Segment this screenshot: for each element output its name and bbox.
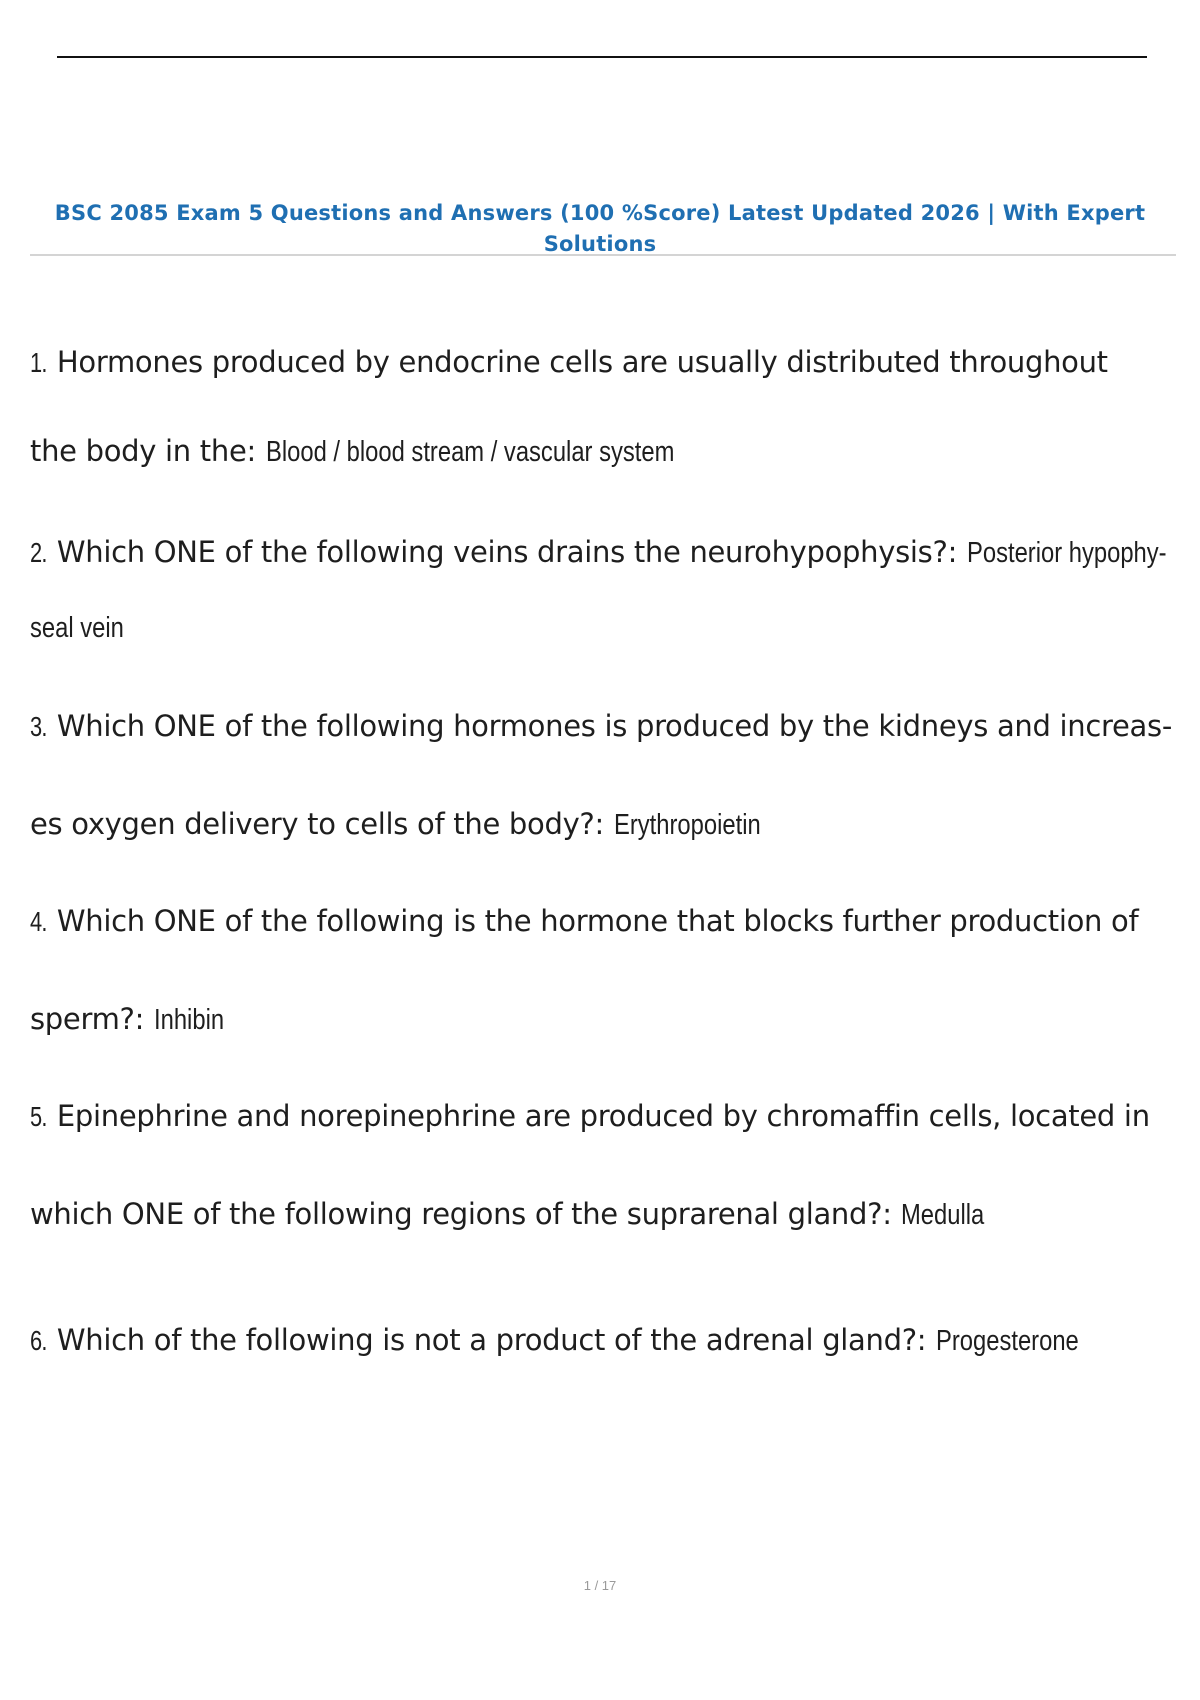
question-6-number: 6. — [30, 1325, 47, 1356]
question-2-answer: Posterior hypophy- — [966, 537, 1167, 569]
question-5-line-1 — [30, 1096, 1150, 1137]
question-6-line-1 — [30, 1320, 1110, 1361]
question-4-text-continued: sperm?: — [30, 1002, 145, 1036]
title-divider — [30, 254, 1176, 256]
question-5-answer: Medulla — [901, 1199, 985, 1231]
question-5-text-continued: which ONE of the following regions of the suprarenal gland?: — [30, 1197, 892, 1231]
question-1-line-2 — [30, 431, 764, 472]
question-2-text: Which ONE of the following veins drains the neurohypophysis?: — [56, 535, 958, 569]
question-2-answer-continued: seal vein — [30, 612, 124, 644]
question-5-number: 5. — [30, 1101, 47, 1132]
header-rule — [57, 56, 1147, 58]
document-title-line-2: Solutions — [543, 232, 657, 256]
question-6-answer: Progesterone — [935, 1325, 1079, 1357]
question-4-line-1 — [30, 901, 1138, 942]
question-4-number: 4. — [30, 906, 47, 937]
question-5-text: Epinephrine and norepinephrine are produced by chromaffin cells, located in — [56, 1099, 1150, 1133]
question-1-text-continued: the body in the: — [30, 434, 256, 468]
question-3-text: Which ONE of the following hormones is produced by the kidneys and increas- — [56, 709, 1172, 743]
document-title — [30, 198, 1170, 260]
question-3-text-continued: es oxygen delivery to cells of the body?: — [30, 807, 604, 841]
document-title-line-1: BSC 2085 Exam 5 Questions and Answers (100 %Score) Latest Updated 2026 | With Expert — [54, 201, 1146, 225]
question-2-line-1 — [30, 532, 1200, 573]
question-2-number: 2. — [30, 537, 47, 568]
question-4-text: Which ONE of the following is the hormone that blocks further production of — [56, 904, 1139, 938]
question-3-answer: Erythropoietin — [613, 809, 761, 841]
question-4-answer: Inhibin — [153, 1004, 224, 1036]
question-1-number: 1. — [30, 347, 47, 378]
question-1-answer: Blood / blood stream / vascular system — [265, 436, 674, 468]
question-1-text: Hormones produced by endocrine cells are usually distributed throughout — [56, 345, 1108, 379]
question-3-number: 3. — [30, 711, 47, 742]
question-4-line-2 — [30, 999, 239, 1040]
question-3-line-1 — [30, 706, 1172, 747]
question-6-text: Which of the following is not a product of the adrenal gland?: — [56, 1323, 927, 1357]
question-1-line-1 — [30, 342, 1108, 383]
question-3-line-2 — [30, 804, 792, 845]
question-2-line-2 — [30, 608, 144, 648]
page-number: 1 / 17 — [583, 1578, 617, 1593]
question-5-line-2 — [30, 1194, 1003, 1235]
